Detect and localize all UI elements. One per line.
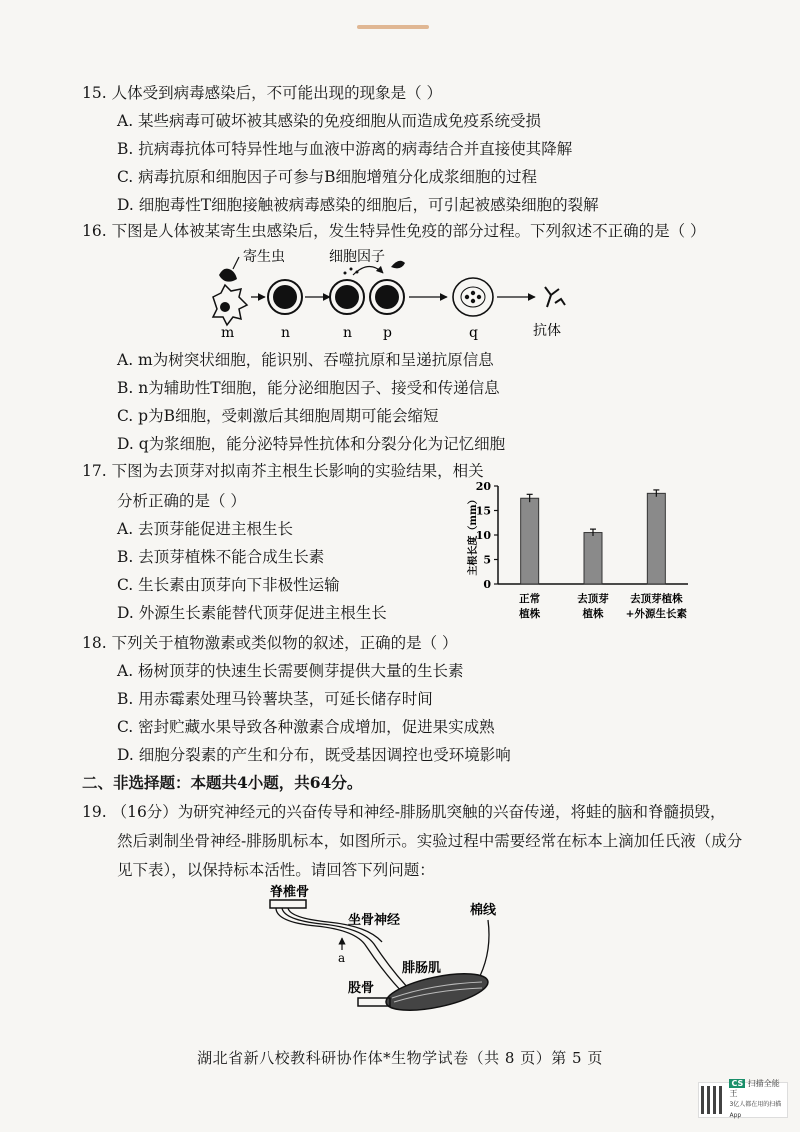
label-spine: 脊椎骨 bbox=[270, 885, 310, 900]
y-tick-label: 20 bbox=[475, 480, 491, 493]
label-p: p bbox=[383, 325, 392, 341]
label-antibody: 抗体 bbox=[533, 323, 561, 339]
label-n: n bbox=[281, 325, 291, 341]
q15-option-a: A. 某些病毒可破坏被其感染的免疫细胞从而造成免疫系统受损 bbox=[117, 112, 542, 130]
category-label-1: 植株 bbox=[582, 608, 604, 620]
label-femur: 股骨 bbox=[348, 981, 375, 996]
q15-option-c: C. 病毒抗原和细胞因子可参与B细胞增殖分化成浆细胞的过程 bbox=[117, 168, 538, 186]
label-cytokine: 细胞因子 bbox=[329, 249, 385, 265]
category-label-0: 植株 bbox=[519, 608, 541, 620]
q17-stem-1: 17. 下图为去顶芽对拟南芥主根生长影响的实验结果，相关 bbox=[82, 462, 484, 480]
bar-2 bbox=[647, 493, 665, 584]
q16-option-a: A. m为树突状细胞，能识别、吞噬抗原和呈递抗原信息 bbox=[117, 351, 494, 369]
label-q: q bbox=[469, 325, 478, 341]
spine-icon bbox=[270, 900, 306, 908]
q16-stem: 16. 下图是人体被某寄生虫感染后，发生特异性免疫的部分过程。下列叙述不正确的是（ ） bbox=[82, 222, 706, 240]
parasite-icon bbox=[219, 269, 237, 282]
chart-ticks bbox=[476, 480, 498, 591]
label-n-2: n bbox=[343, 325, 353, 341]
plasma-cell-q bbox=[453, 278, 493, 316]
scan-brand: CS bbox=[731, 1079, 744, 1088]
y-tick-label: 5 bbox=[483, 553, 491, 567]
helper-t-cell-n-2 bbox=[330, 280, 364, 314]
q17-option-b: B. 去顶芽植株不能合成生长素 bbox=[117, 548, 325, 566]
scan-sub: 3亿人都在用的扫描App bbox=[729, 1101, 782, 1119]
helper-t-cell-n bbox=[268, 280, 302, 314]
bar-0 bbox=[521, 498, 539, 584]
scan-badge bbox=[698, 1079, 788, 1119]
label-nerve: 坐骨神经 bbox=[348, 913, 401, 928]
q15-stem: 15. 人体受到病毒感染后，不可能出现的现象是（ ） bbox=[82, 84, 443, 102]
q15-option-d: D. 细胞毒性T细胞接触被病毒感染的细胞后，可引起被感染细胞的裂解 bbox=[117, 196, 599, 214]
antigen-icon bbox=[391, 261, 405, 269]
label-a: a bbox=[338, 951, 346, 965]
q18-option-a: A. 杨树顶芽的快速生长需要侧芽提供大量的生长素 bbox=[117, 662, 464, 680]
chart-categories bbox=[519, 592, 687, 620]
q16-option-d: D. q为浆细胞，能分泌特异性抗体和分裂分化为记忆细胞 bbox=[117, 435, 506, 453]
q18-option-c: C. 密封贮藏水果导致各种激素合成增加，促进果实成熟 bbox=[117, 718, 495, 736]
label-muscle: 腓肠肌 bbox=[402, 961, 442, 976]
page-footer bbox=[0, 1047, 800, 1068]
y-axis-label: 主根长度（mm） bbox=[468, 494, 479, 576]
q17-option-d: D. 外源生长素能替代顶芽促进主根生长 bbox=[117, 604, 387, 622]
bar-1 bbox=[584, 533, 602, 584]
y-tick-label: 10 bbox=[475, 529, 491, 542]
qr-code-icon bbox=[701, 1086, 725, 1114]
dendritic-cell-m bbox=[213, 285, 247, 325]
cytokine-dots bbox=[344, 268, 359, 275]
b-cell-p bbox=[370, 280, 404, 314]
footer-text: 湖北省新八校教科研协作体*生物学试卷（共 8 页）第 5 页 bbox=[197, 1049, 603, 1067]
q17-option-a: A. 去顶芽能促进主根生长 bbox=[117, 520, 294, 538]
scan-name: 扫描全能王 bbox=[729, 1079, 780, 1098]
q19-line-1: 19. （16分）为研究神经元的兴奋传导和神经-腓肠肌突触的兴奋传递，将蛙的脑和脊髓损毁， bbox=[82, 803, 726, 821]
label-m: m bbox=[221, 325, 235, 341]
q17-option-c: C. 生长素由顶芽向下非极性运输 bbox=[117, 576, 340, 594]
label-parasite: 寄生虫 bbox=[243, 249, 285, 265]
q19-line-2: 然后剥制坐骨神经-腓肠肌标本，如图所示。实验过程中需要经常在标本上滴加任氏液（成分 bbox=[117, 832, 743, 850]
q18-option-b: B. 用赤霉素处理马铃薯块茎，可延长储存时间 bbox=[117, 690, 433, 708]
label-thread: 棉线 bbox=[470, 903, 497, 918]
thread-line bbox=[480, 920, 489, 976]
y-tick-label: 0 bbox=[483, 578, 491, 591]
q19-line-3: 见下表），以保持标本活性。请回答下列问题： bbox=[117, 861, 435, 879]
root-length-bar-chart bbox=[466, 478, 696, 628]
top-mark bbox=[357, 25, 429, 29]
scan-badge-text bbox=[729, 1079, 785, 1121]
category-label-2: 去顶芽植株 bbox=[630, 593, 683, 605]
category-label-0: 正常 bbox=[519, 593, 541, 605]
q17-stem-2: 分析正确的是（ ） bbox=[117, 492, 246, 510]
antibody-icon bbox=[545, 287, 565, 307]
q16-option-b: B. n为辅助性T细胞，能分泌细胞因子、接受和传递信息 bbox=[117, 379, 500, 397]
femur-icon bbox=[358, 998, 390, 1006]
q18-option-d: D. 细胞分裂素的产生和分布，既受基因调控也受环境影响 bbox=[117, 746, 511, 764]
section-heading: 二、非选择题：本题共4小题，共64分。 bbox=[82, 773, 363, 792]
category-label-2: +外源生长素 bbox=[625, 608, 687, 620]
nerve-muscle-diagram bbox=[262, 880, 552, 1025]
category-label-1: 去顶芽 bbox=[577, 593, 609, 605]
q18-stem: 18. 下列关于植物激素或类似物的叙述，正确的是（ ） bbox=[82, 634, 458, 652]
q15-option-b: B. 抗病毒抗体可特异性地与血液中游离的病毒结合并直接使其降解 bbox=[117, 140, 573, 158]
chart-bars bbox=[521, 490, 666, 584]
immune-process-diagram bbox=[205, 247, 585, 347]
y-tick-label: 15 bbox=[475, 504, 491, 518]
q16-option-c: C. p为B细胞，受刺激后其细胞周期可能会缩短 bbox=[117, 407, 439, 425]
